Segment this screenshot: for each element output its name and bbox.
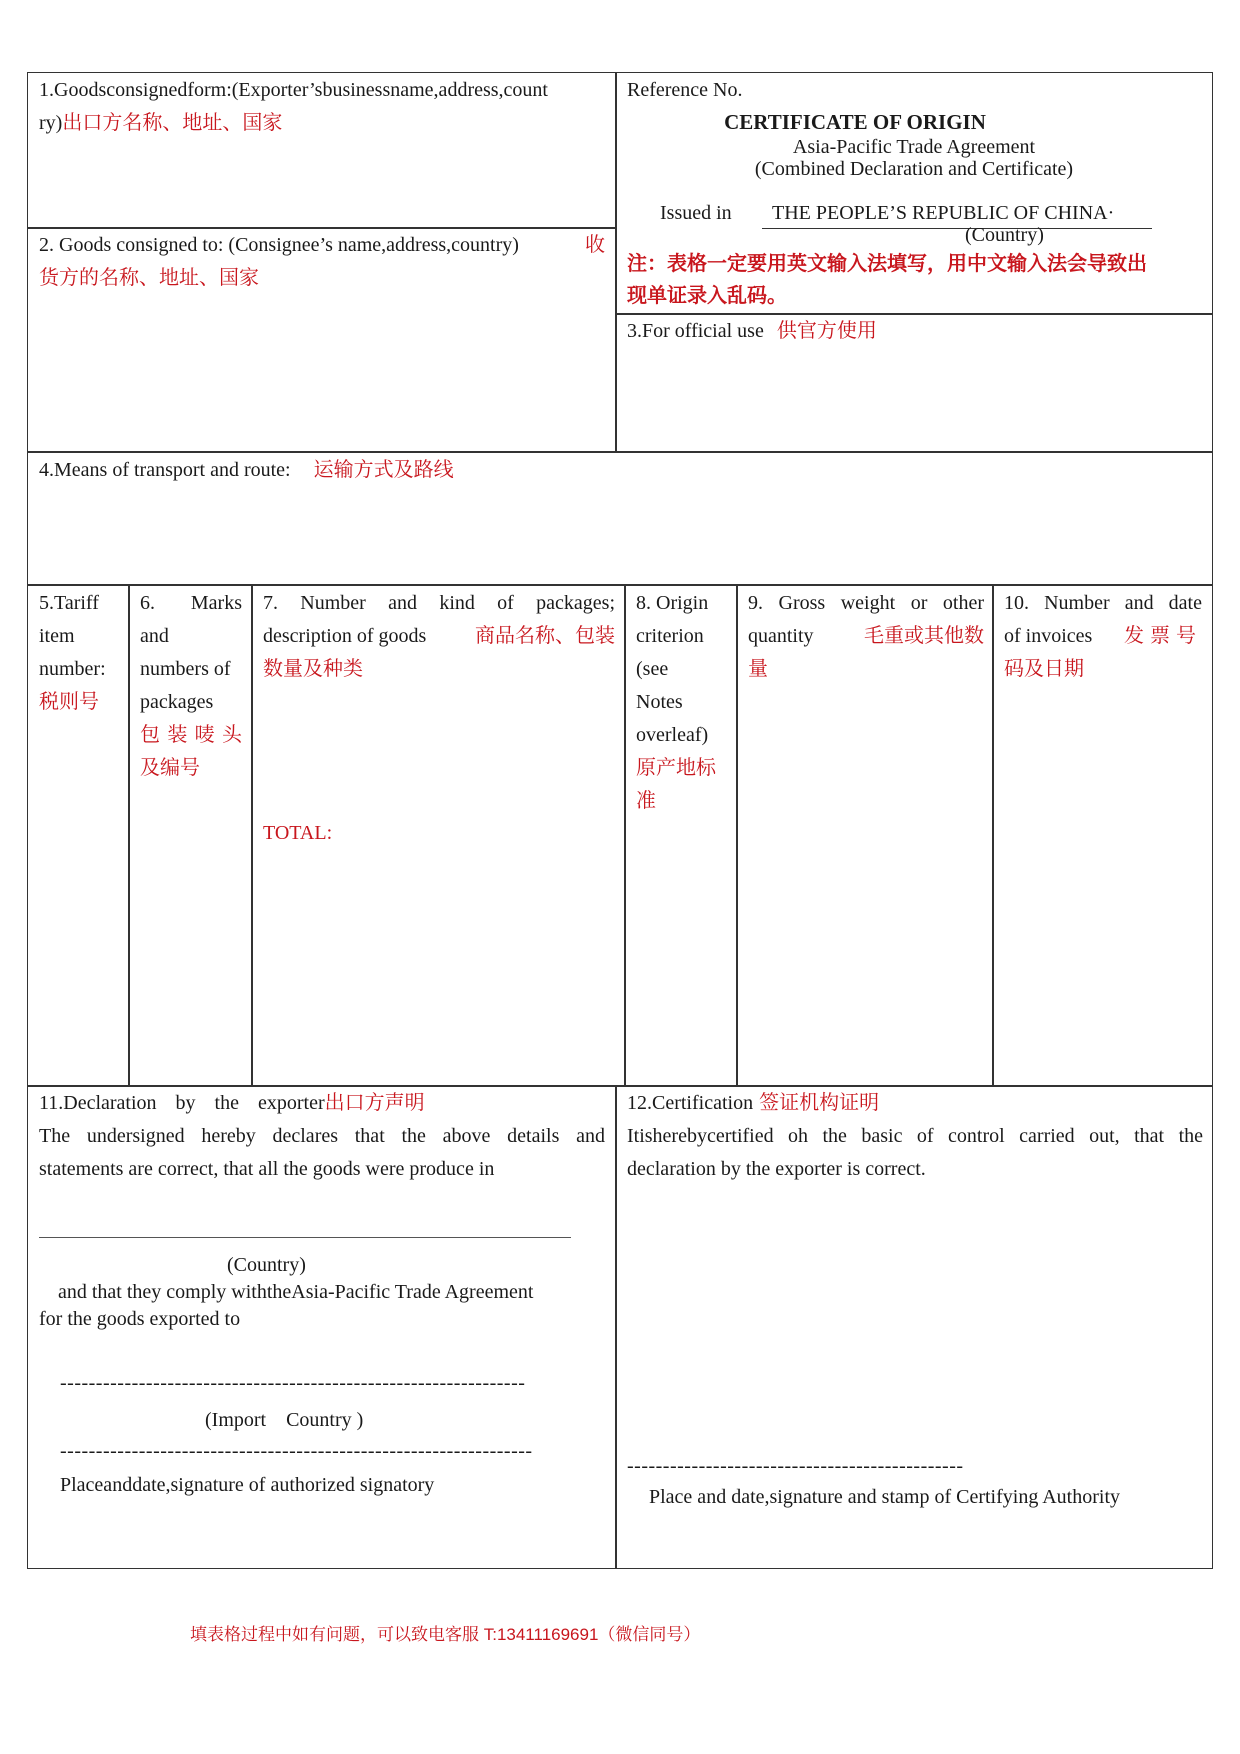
divider-box4-top: [27, 451, 1213, 453]
box11-para-line-4: for the goods exported to: [39, 1308, 241, 1330]
note-line-1: 注：表格一定要用英文输入法填写，用中文输入法会导致出: [627, 253, 1147, 275]
col9-line-2: [748, 620, 984, 653]
box11-heading-en: 11.Declaration by the exporter: [39, 1092, 325, 1114]
divider-columns-top: [27, 584, 1213, 586]
box3-label-cn: 供官方使用: [776, 320, 877, 342]
box2-label-line1: [39, 229, 605, 262]
box12-heading-en: 12.Certification: [627, 1092, 754, 1114]
box11-signature-label: Placeanddate,signature of authorized signatory: [60, 1474, 435, 1496]
col8-line-1: 8. Origin: [636, 592, 709, 614]
box3-official-use: [627, 315, 877, 348]
box3-label-en: 3.For official use: [627, 320, 764, 342]
box11-heading-cn: 出口方声明: [324, 1092, 425, 1114]
col9-line-1: 9. Gross weight or other: [748, 592, 984, 614]
certificate-subtitle: Asia-Pacific Trade Agreement: [792, 136, 1036, 158]
divider-col9-col10: [992, 584, 994, 1086]
divider-bottom-vertical: [615, 1085, 617, 1569]
col10-cn-2: 码及日期: [1004, 658, 1084, 680]
col8-origin-criterion: [636, 587, 728, 818]
box1-label-en-cont: ry): [39, 112, 63, 134]
box4-label-en: 4.Means of transport and route:: [39, 459, 291, 481]
col10-line-2: [1004, 620, 1202, 653]
col6-line-2: and: [140, 625, 169, 647]
col5-tariff: [39, 587, 121, 719]
col7-line-2-en: description of goods: [263, 625, 427, 647]
col9-line-2-en: quantity: [748, 625, 814, 647]
divider-col7-col8: [624, 584, 626, 1086]
col6-line-1a: 6.: [140, 592, 155, 614]
col8-line-5: overleaf): [636, 724, 709, 746]
col6-line-4: packages: [140, 691, 214, 713]
box2-label-cn-a: 收: [585, 234, 605, 256]
box12-certification-text: [627, 1120, 1203, 1186]
col6-line-1: [140, 587, 242, 620]
col6-line-3: numbers of: [140, 658, 231, 680]
col7-description: [263, 587, 615, 686]
footer-help-text: 填表格过程中如有问题，可以致电客服 T:13411169691（微信同号）: [190, 1625, 701, 1644]
col7-cn-2: 数量及种类: [263, 658, 363, 680]
box11-para-line-2: statements are correct, that all the goods were produce in: [39, 1158, 495, 1180]
col6-marks: [140, 587, 242, 785]
certificate-subtitle-2: (Combined Declaration and Certificate): [754, 158, 1074, 180]
col5-line-2: item: [39, 625, 75, 647]
divider-col6-col7: [251, 584, 253, 1086]
col7-line-2: [263, 620, 615, 653]
col8-line-3: (see: [636, 658, 669, 680]
box4-label-cn: 运输方式及路线: [313, 459, 454, 481]
box11-country-line: [39, 1237, 571, 1238]
certificate-title: CERTIFICATE OF ORIGIN: [724, 110, 986, 134]
note-line-2: 现单证录入乱码。: [627, 285, 787, 307]
issued-in-label: Issued in: [660, 202, 732, 224]
col5-line-3: number:: [39, 658, 106, 680]
box1-label-en: 1.Goodsconsignedform:(Exporter’sbusinessname,address,count: [39, 79, 548, 101]
box12-dash-line: -----------------------------------------------: [627, 1455, 964, 1477]
box11-import-country: (Import Country ): [205, 1409, 364, 1431]
box1-exporter: [39, 74, 605, 140]
box11-para-line-1: The undersigned hereby declares that the above details and: [39, 1125, 605, 1147]
box11-dash-line-2: ------------------------------------------------------------------: [60, 1440, 533, 1462]
col9-gross-weight: [748, 587, 984, 686]
col10-line-1: 10. Number and date: [1004, 592, 1202, 614]
box1-label-line2: [39, 107, 605, 140]
col8-line-4: Notes: [636, 691, 683, 713]
col9-line-2-cn: 毛重或其他数: [864, 625, 984, 647]
box11-para-line-3: and that they comply withtheAsia-Pacific Trade Agreement: [58, 1281, 534, 1303]
box11-heading: [39, 1087, 605, 1120]
box4-transport: [39, 454, 454, 487]
reference-no-label: Reference No.: [627, 79, 743, 101]
col10-line-2-cn: 发票号: [1124, 625, 1202, 647]
box12-heading-cn: 签证机构证明: [759, 1092, 880, 1114]
box12-para-line-2: declaration by the exporter is correct.: [627, 1158, 926, 1180]
box2-consignee: [39, 229, 605, 295]
box2-label-cn-b: 货方的名称、地址、国家: [39, 267, 259, 289]
box11-dash-line-1: -----------------------------------------------------------------: [60, 1372, 526, 1394]
col8-line-2: criterion: [636, 625, 704, 647]
issued-country-label: (Country): [965, 224, 1044, 246]
col5-line-1: 5.Tariff: [39, 592, 99, 614]
box1-label-cn: 出口方名称、地址、国家: [62, 112, 283, 134]
box11-country-label: (Country): [227, 1254, 306, 1276]
box12-heading: [627, 1087, 879, 1120]
divider-col5-col6: [128, 584, 130, 1086]
col10-invoices: [1004, 587, 1202, 686]
col7-total-label: TOTAL:: [263, 822, 333, 844]
col9-cn-2: 量: [748, 658, 768, 680]
col7-line-2-cn: 商品名称、包装: [475, 625, 615, 647]
col8-cn-2: 准: [636, 790, 656, 812]
issued-in-country: THE PEOPLE’S REPUBLIC OF CHINA·: [762, 198, 1152, 229]
col6-line-1b: Marks: [190, 592, 242, 614]
box2-label-en: 2. Goods consigned to: (Consignee’s name,address,country): [39, 234, 519, 256]
col7-line-1: 7. Number and kind of packages;: [263, 592, 615, 614]
box12-signature-label: Place and date,signature and stamp of Certifying Authority: [649, 1486, 1120, 1508]
col6-cn-2: 及编号: [140, 757, 200, 779]
box11-declaration-text: [39, 1120, 605, 1186]
col6-cn-1: 包装唛头: [140, 724, 242, 746]
col5-cn: 税则号: [39, 691, 99, 713]
col8-cn-1: 原产地标: [636, 757, 716, 779]
col10-line-2-en: of invoices: [1004, 625, 1093, 647]
divider-col8-col9: [736, 584, 738, 1086]
input-method-note: [627, 248, 1207, 312]
box12-para-line-1: Itisherebycertified oh the basic of control carried out, that the: [627, 1125, 1203, 1147]
